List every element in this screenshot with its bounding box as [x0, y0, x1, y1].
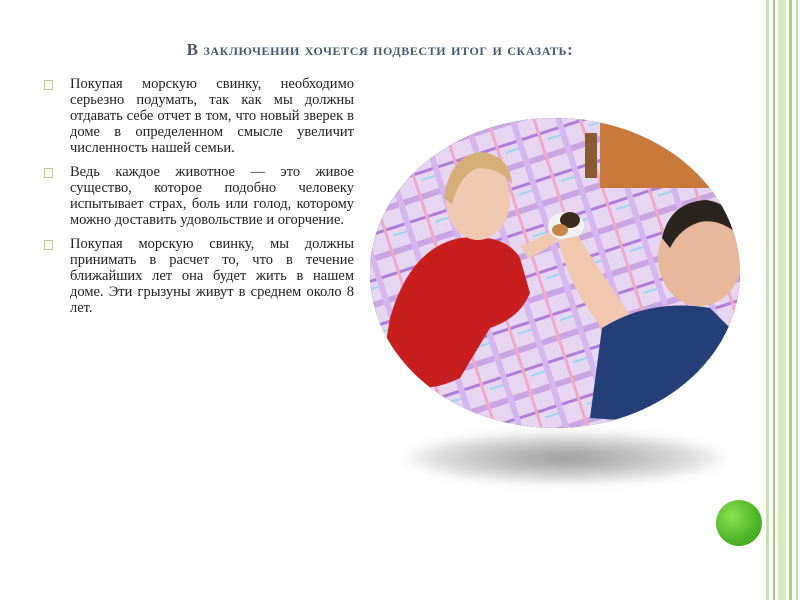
decorative-side-stripes: [760, 0, 800, 600]
stripe: [766, 0, 769, 600]
stripe: [773, 0, 775, 600]
bullet-text: Покупая морскую свинку, мы должны принимать в расчет то, что в течение ближайших лет она будет жить в нашем доме. Эти грызуны живут в среднем около 8 лет.: [70, 236, 354, 316]
stripe: [796, 0, 798, 600]
stripe: [789, 0, 792, 600]
bullet-text: Ведь каждое животное — это живое существо, которое подобно человеку испытывает страх, боль или голод, которому можно доставить удовольствие и огорчение.: [70, 164, 354, 228]
square-bullet-icon: [44, 240, 53, 250]
photo-oval-frame: [370, 118, 740, 428]
photo-shadow: [405, 432, 725, 484]
bullet-text: Покупая морскую свинку, необходимо серьезно подумать, так как мы должны отдавать себе отчет в том, что новый зверек в доме в определенном смысле увеличит численность нашей семьи.: [70, 76, 354, 156]
bullet-item: [40, 164, 354, 228]
bullet-item: [40, 236, 354, 316]
stripe: [778, 0, 786, 600]
bullet-list: [40, 76, 354, 324]
square-bullet-icon: [44, 80, 53, 90]
decorative-green-circle: [716, 500, 762, 546]
photo-girl-man-guinea-pig: [370, 118, 740, 428]
bullet-item: [40, 76, 354, 156]
square-bullet-icon: [44, 168, 53, 178]
slide-title: В заключении хочется подвести итог и сказать:: [186, 40, 574, 59]
